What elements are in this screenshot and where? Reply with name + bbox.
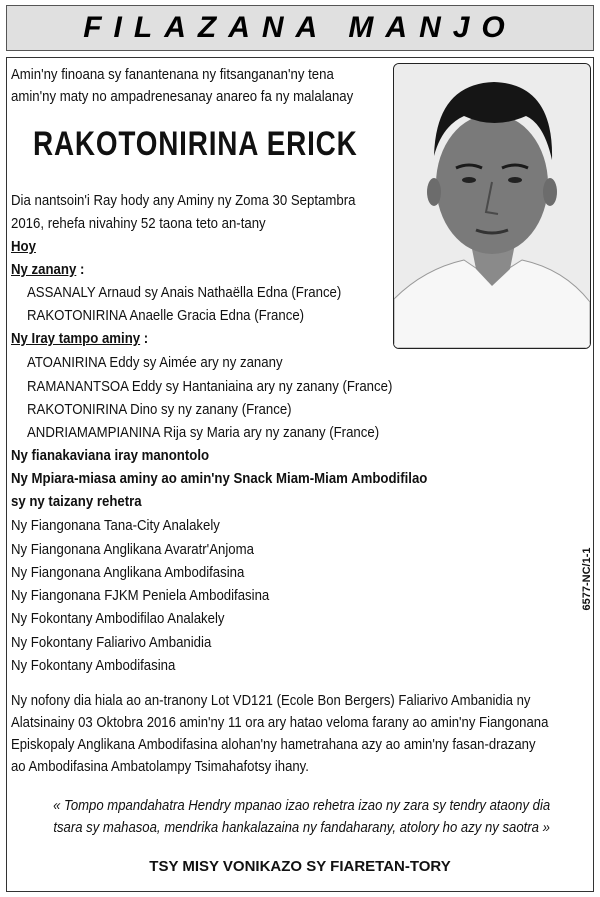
intro-line: amin'ny maty no ampadrenesanay anareo fa ny malalanay	[11, 88, 354, 105]
funeral-paragraph	[11, 690, 589, 778]
siblings-heading-text: Ny Iray tampo aminy	[11, 330, 141, 347]
family-line: Ny fianakaviana iray manontolo	[11, 447, 210, 464]
children-heading	[11, 260, 84, 279]
siblings-heading	[11, 329, 148, 348]
hoy-label: Hoy	[11, 238, 36, 255]
funeral-line: Episkopaly Anglikana Ambodifasina alohan'ny hametrahana azy ao amin'ny fasan-drazany	[11, 736, 536, 753]
death-notice-line: 2016, rehefa nivahiny 52 taona teto an-tany	[11, 215, 266, 232]
closing-quote	[26, 795, 577, 839]
children-heading-text: Ny zanany	[11, 261, 77, 278]
funeral-line: ao Ambodifasina Ambatolampy Tsimahafotsy ihany.	[11, 758, 309, 775]
list-item: ANDRIAMAMPIANINA Rija sy Maria ary ny zanany (France)	[27, 424, 380, 441]
intro-line: Amin'ny finoana sy fanantenana ny fitsanganan'ny tena	[11, 66, 334, 83]
deceased-name: RAKOTONIRINA ERICK	[33, 125, 358, 163]
closing-statement: TSY MISY VONIKAZO SY FIARETAN-TORY	[149, 858, 451, 875]
organization-item: Ny Fokontany Ambodifasina	[11, 657, 176, 674]
relatives-line: sy ny taizany rehetra	[11, 493, 142, 510]
organization-item: Ny Fiangonana Tana-City Analakely	[11, 517, 220, 534]
quote-line: « Tompo mpandahatra Hendry mpanao izao rehetra izao ny zara sy tendry ataony dia	[53, 797, 551, 814]
list-item: RAMANANTSOA Eddy sy Hantaniaina ary ny zanany (France)	[27, 378, 393, 395]
organization-item: Ny Fiangonana Anglikana Ambodifasina	[11, 564, 245, 581]
coworkers-line: Ny Mpiara-miasa aminy ao amin'ny Snack Miam-Miam Ambodifilao	[11, 470, 428, 487]
funeral-line: Ny nofony dia hiala ao an-tranony Lot VD121 (Ecole Bon Bergers) Faliarivo Ambanidia ny	[11, 692, 531, 709]
children-heading-colon: :	[76, 261, 85, 278]
header-banner	[6, 5, 594, 51]
organization-item: Ny Fiangonana Anglikana Avaratr'Anjoma	[11, 541, 254, 558]
reference-code: 6577-NC/1-1	[581, 547, 593, 611]
siblings-heading-colon: :	[140, 330, 149, 347]
list-item: ATOANIRINA Eddy sy Aimée ary ny zanany	[27, 354, 283, 371]
list-item: RAKOTONIRINA Anaelle Gracia Edna (France)	[27, 307, 305, 324]
funeral-line: Alatsinainy 03 Oktobra 2016 amin'ny 11 ora ary hatao veloma farany ao amin'ny Fiangonana	[11, 714, 549, 731]
header-title: FILAZANA MANJO	[83, 11, 517, 44]
list-item: ASSANALY Arnaud sy Anais Nathaëlla Edna (France)	[27, 284, 342, 301]
quote-line: tsara sy mahasoa, mendrika hankalazaina ny fandaharany, atolory ho azy ny saotra »	[53, 819, 550, 836]
organization-item: Ny Fokontany Faliarivo Ambanidia	[11, 634, 212, 651]
list-item: RAKOTONIRINA Dino sy ny zanany (France)	[27, 401, 292, 418]
portrait-photo	[393, 63, 591, 349]
organization-item: Ny Fiangonana FJKM Peniela Ambodifasina	[11, 587, 270, 604]
death-notice-line: Dia nantsoin'i Ray hody any Aminy ny Zoma 30 Septambra	[11, 192, 356, 209]
organization-item: Ny Fokontany Ambodifilao Analakely	[11, 610, 225, 627]
